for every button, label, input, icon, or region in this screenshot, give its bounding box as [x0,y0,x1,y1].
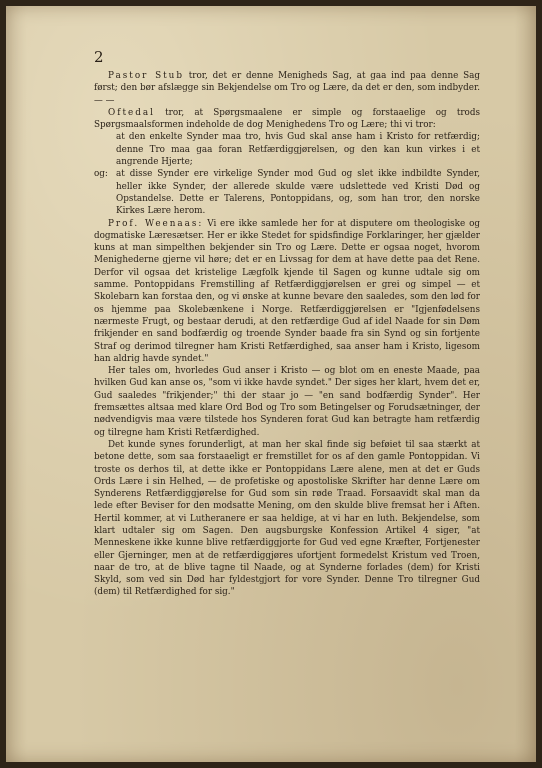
speaker-name: Oftedal [108,107,155,118]
list-lead: og: [94,169,108,180]
speaker-name: Pastor Stub [108,71,184,81]
paragraph-text: tror, at Spørgsmaalene er simple og forstaaelige og trods Spørgsmaalsformen indeholde de dog Menighedens Tro og Lære; thi vi tror: [94,107,481,131]
paragraph-weenaas [94,218,480,366]
body-text [94,70,480,599]
paragraph-text: Her tales om, hvorledes Gud anser i Kristo — og blot om en eneste Maade, paa hvilken Gud kan anse os, "som vi ikke havde syndet." Der siges her klart, hvem det er, Gud saaledes "frikjender;" thi der staar jo — "en sand bodfærdig Synder". Her fremsættes altsaa med klare Ord Bod og Tro som Betingelser og Forudsætninger, der nødvendigvis maa være tilstede hos Synderen forat Gud kan betragte ham retfærdig og tilregne ham Kristi Retfærdighed. [94,366,480,438]
page-number: 2 [94,48,104,66]
paragraph-stub [94,70,480,107]
paragraph-text: Det kunde synes forunderligt, at man her skal finde sig beføiet til saa stærkt at betone dette, som saa forstaaeligt er fremstillet for os af den gamle Pontoppidan. Vi troste os derhos til, at dette ikke er Pontoppidans Lære alene, men at det er Guds Ords Lære i sin Helhed, — de profetiske og apostoliske Skrifter har denne Lære om Synderens Retfærdiggjørelse for Gud som sin røde Traad. Forsaavidt skal man da lede efter Beviser for den modsatte Mening, om den skulde blive fremsat her i Aften. Hertil kommer, at vi Lutheranere er saa heldige, at vi har en luth. Bekjendelse, som klart udtaler sig om Sagen. Den augsburgske Konfession Artikel 4 siger, "at Menneskene ikke kunne blive retfærdiggjorte for Gud ved egne Kræfter, Fortjenester eller Gjerninger, men at de retfærdiggjøres ufortjent formedelst Kristum ved Troen, naar de tro, at de blive tagne til Naade, og at Synderne forlades (dem) for Kristi Skyld, som ved sin Død har fyldestgjort for vore Synder. Denne Tro tilregner Gud (dem) til Retfærdighed for sig." [94,439,480,598]
list-body: at disse Synder ere virkelige Synder mod Gud og slet ikke indbildte Synder, heller ikke Synder, der allerede skulde være udslettede ved Kristi Død og Opstandelse. Dette er Talerens, Pontoppidans, og, som han tror, den norske Kirkes Lære herom. [116,169,480,217]
list-item [94,168,480,217]
paragraph-anser [94,365,480,439]
paragraph-text: tror, det er denne Menigheds Sag, at gaa ind paa denne Sag først; den bør afslægge sin Bekjendelse om Tro og Lære, da det er den, som indbyder. — — [94,71,480,106]
belief-list [94,131,480,217]
document-page [6,6,536,762]
list-lead [94,131,116,168]
speaker-name: Prof. Weenaas: [108,218,204,229]
paragraph-forunderligt [94,439,480,599]
paragraph-text: Vi ere ikke samlede her for at disputere om theologiske og dogmatiske Læresætser. Her er ikke Stedet for spidsfindige Forklaringer, her gjælder kuns at man simpelthen bekjender sin Tro og Lære. Dette er ogsaa noget, hvorom Menighederne gjerne vil høre; det er en Livssag for dem at have dette paa det Rene. Derfor vil ogsaa det kristelige Lægfolk kjende til Sagen og kunne udtale sig om samme. Pontoppidans Fremstilling af Retfærdiggjørelsen er grei og simpel — et Skolebarn kan forstaa den, og vi ønske at kunne bevare den saaledes, som den lød for os hjemme paa Skolebænkene i Norge. Retfærdiggjørelsen er "Igjenfødelsens nærmeste Frugt, og bestaar derudi, at den retfærdige Gud af idel Naade for sin Døm frikjender en sand bodfærdig og troende Synder baade fra sin Synd og sin fortjente Straf og derimod tilregner ham Kristi Retfærdighed, saa anser ham i Kristo, ligesom han aldrig havde syndet." [94,218,480,364]
paragraph-oftedal [94,107,480,132]
list-body: at den enkelte Synder maa tro, hvis Gud skal anse ham i Kristo for retfærdig; denne Tro maa gaa foran Retfærdiggjørelsen, og den kan kun virkes i et angrende Hjerte; [116,132,480,168]
list-item [94,131,480,168]
